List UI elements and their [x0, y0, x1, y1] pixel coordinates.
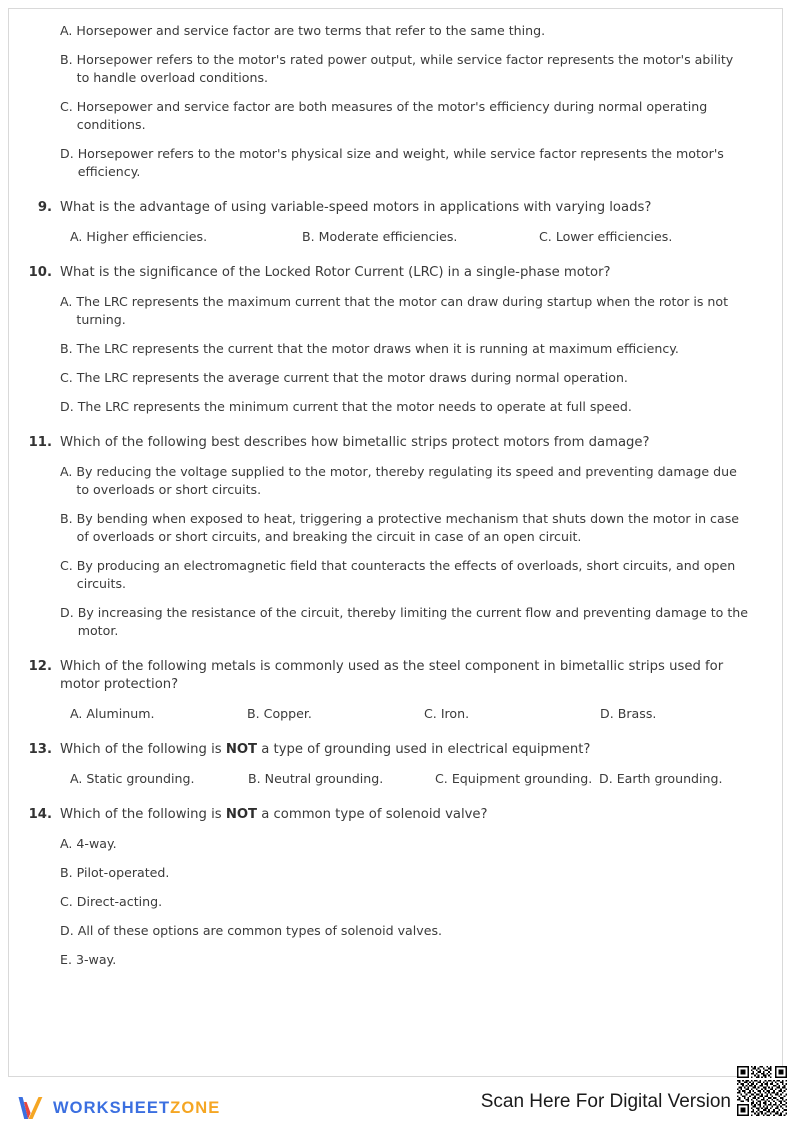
question-heading: [22, 806, 749, 824]
option-text: Copper.: [263, 706, 312, 721]
option-row[interactable]: [435, 770, 592, 788]
option-letter: D.: [60, 399, 74, 414]
question-text-part: a type of grounding used in electrical equipment?: [257, 742, 591, 757]
option-row[interactable]: [539, 228, 672, 246]
option-row[interactable]: [22, 922, 749, 940]
option-row[interactable]: [22, 22, 749, 40]
option-text: The LRC represents the average current that the motor draws during normal operation.: [76, 370, 628, 385]
question-text: Which of the following best describes how bimetallic strips protect motors from damage?: [60, 435, 650, 450]
option-letter: B.: [248, 771, 261, 786]
question-block-13: [22, 741, 749, 788]
question-text: What is the significance of the Locked Rotor Current (LRC) in a single-phase motor?: [60, 265, 611, 280]
option-text: Brass.: [617, 706, 657, 721]
question-heading: [22, 741, 749, 759]
option-row[interactable]: [22, 864, 749, 882]
question-number: 12.: [28, 659, 52, 674]
option-row[interactable]: [22, 145, 749, 181]
option-text: Moderate efficiencies.: [318, 229, 458, 244]
spacer: [22, 799, 749, 806]
worksheet-zone-mark-icon: [16, 1093, 46, 1123]
option-letter: C.: [60, 894, 73, 909]
option-text: By bending when exposed to heat, triggering a protective mechanism that shuts down the motor in case of overloads or short circuits, and breaking the circuit in case of an open circuit.: [76, 511, 740, 544]
question-block-11: [22, 434, 749, 640]
question-number: 9.: [37, 200, 52, 215]
question-heading: [22, 199, 749, 217]
option-letter: C.: [60, 370, 73, 385]
scan-here-label: Scan Here For Digital Version: [480, 1091, 731, 1112]
question-block-10: [22, 264, 749, 416]
question-block-continued: [22, 22, 749, 181]
option-text: 4-way.: [76, 836, 117, 851]
option-letter: A.: [70, 706, 83, 721]
option-letter: C.: [435, 771, 448, 786]
option-list: [22, 22, 749, 181]
question-block-9: [22, 199, 749, 246]
option-row[interactable]: [22, 340, 749, 358]
option-row[interactable]: [70, 705, 155, 723]
option-row[interactable]: [22, 510, 749, 546]
option-letter: C.: [424, 706, 437, 721]
option-text: Earth grounding.: [616, 771, 723, 786]
option-letter: B.: [60, 511, 73, 526]
question-text-part: a common type of solenoid valve?: [257, 807, 488, 822]
option-list: [22, 293, 749, 416]
question-number: 11.: [28, 435, 52, 450]
question-text: Which of the following metals is commonly used as the steel component in bimetallic strips used for motor protection?: [60, 659, 724, 692]
option-text: Neutral grounding.: [264, 771, 384, 786]
option-row[interactable]: [22, 51, 749, 87]
option-text: Equipment grounding.: [451, 771, 593, 786]
question-block-14: [22, 806, 749, 969]
option-letter: C.: [60, 99, 73, 114]
option-text: Higher efficiencies.: [86, 229, 208, 244]
option-letter: A.: [70, 771, 83, 786]
option-list: [22, 770, 749, 788]
option-letter: B.: [60, 865, 73, 880]
question-text-part: Which of the following is: [60, 807, 226, 822]
option-letter: C.: [539, 229, 552, 244]
option-row[interactable]: [248, 770, 383, 788]
spacer: [22, 651, 749, 658]
question-number: 10.: [28, 265, 52, 280]
option-row[interactable]: [600, 705, 656, 723]
option-text: Horsepower refers to the motor's physical size and weight, while service factor represents the motor's efficiency.: [77, 146, 724, 179]
worksheet-zone-wordmark: [53, 1099, 220, 1118]
option-letter: A.: [60, 23, 73, 38]
option-text: Horsepower and service factor are two terms that refer to the same thing.: [76, 23, 546, 38]
option-letter: E.: [60, 952, 72, 967]
qr-code-icon[interactable]: [737, 1066, 787, 1116]
option-row[interactable]: [599, 770, 723, 788]
option-text: Aluminum.: [86, 706, 155, 721]
option-text: The LRC represents the minimum current that the motor needs to operate at full speed.: [77, 399, 632, 414]
option-row[interactable]: [22, 893, 749, 911]
question-heading: [22, 264, 749, 282]
question-text-emphasis: NOT: [225, 742, 258, 757]
option-letter: A.: [60, 294, 73, 309]
option-text: By increasing the resistance of the circuit, thereby limiting the current flow and preventing damage to the motor.: [77, 605, 749, 638]
option-row[interactable]: [70, 228, 207, 246]
option-text: Lower efficiencies.: [555, 229, 673, 244]
option-letter: D.: [60, 923, 74, 938]
option-letter: C.: [60, 558, 73, 573]
question-text-part: Which of the following is: [60, 742, 226, 757]
question-heading: [22, 658, 749, 694]
option-text: All of these options are common types of solenoid valves.: [77, 923, 443, 938]
option-list: [22, 463, 749, 640]
option-letter: A.: [60, 836, 73, 851]
option-text: Iron.: [440, 706, 470, 721]
option-text: Direct-acting.: [76, 894, 163, 909]
question-text-emphasis: NOT: [225, 807, 258, 822]
option-letter: D.: [60, 605, 74, 620]
option-list: [22, 705, 749, 723]
spacer: [22, 734, 749, 741]
option-row[interactable]: [22, 557, 749, 593]
option-row[interactable]: [22, 951, 749, 969]
option-text: By producing an electromagnetic field that counteracts the effects of overloads, short circuits, and open circuits.: [76, 558, 736, 591]
option-row[interactable]: [424, 705, 469, 723]
option-row[interactable]: [22, 293, 749, 329]
option-text: The LRC represents the current that the motor draws when it is running at maximum efficiency.: [76, 341, 679, 356]
option-text: Horsepower and service factor are both measures of the motor's efficiency during normal operating conditions.: [76, 99, 708, 132]
worksheet-zone-logo[interactable]: [16, 1093, 220, 1123]
option-row[interactable]: [22, 835, 749, 853]
question-number: 14.: [28, 807, 52, 822]
option-row[interactable]: [70, 770, 194, 788]
question-number: 13.: [28, 742, 52, 757]
option-text: Pilot-operated.: [76, 865, 170, 880]
brand-primary: WORKSHEET: [53, 1098, 171, 1117]
spacer: [22, 192, 749, 199]
option-letter: B.: [247, 706, 260, 721]
question-text: [60, 806, 749, 824]
option-letter: A.: [70, 229, 83, 244]
option-row[interactable]: [22, 98, 749, 134]
question-block-12: [22, 658, 749, 723]
spacer: [22, 427, 749, 434]
option-list: [22, 228, 749, 246]
option-text: Horsepower refers to the motor's rated power output, while service factor represents the motor's ability to handle overload conditions.: [76, 52, 734, 85]
brand-secondary: ZONE: [170, 1098, 221, 1117]
option-row[interactable]: [302, 228, 457, 246]
option-letter: D.: [599, 771, 613, 786]
option-row[interactable]: [22, 369, 749, 387]
option-letter: B.: [302, 229, 315, 244]
worksheet-content: [8, 8, 783, 1077]
option-letter: B.: [60, 341, 73, 356]
question-text: [60, 741, 749, 759]
spacer: [22, 257, 749, 264]
option-row[interactable]: [247, 705, 312, 723]
option-letter: B.: [60, 52, 73, 67]
option-letter: D.: [60, 146, 74, 161]
option-row[interactable]: [22, 463, 749, 499]
option-row[interactable]: [22, 604, 749, 640]
option-text: 3-way.: [75, 952, 117, 967]
option-letter: D.: [600, 706, 614, 721]
question-heading: [22, 434, 749, 452]
option-list: [22, 835, 749, 969]
option-text: The LRC represents the maximum current that the motor can draw during startup when the rotor is not turning.: [76, 294, 729, 327]
option-text: Static grounding.: [86, 771, 195, 786]
option-text: By reducing the voltage supplied to the motor, thereby regulating its speed and preventing damage due to overloads or short circuits.: [76, 464, 737, 497]
option-letter: A.: [60, 464, 73, 479]
option-row[interactable]: [22, 398, 749, 416]
question-text: What is the advantage of using variable-speed motors in applications with varying loads?: [60, 200, 652, 215]
